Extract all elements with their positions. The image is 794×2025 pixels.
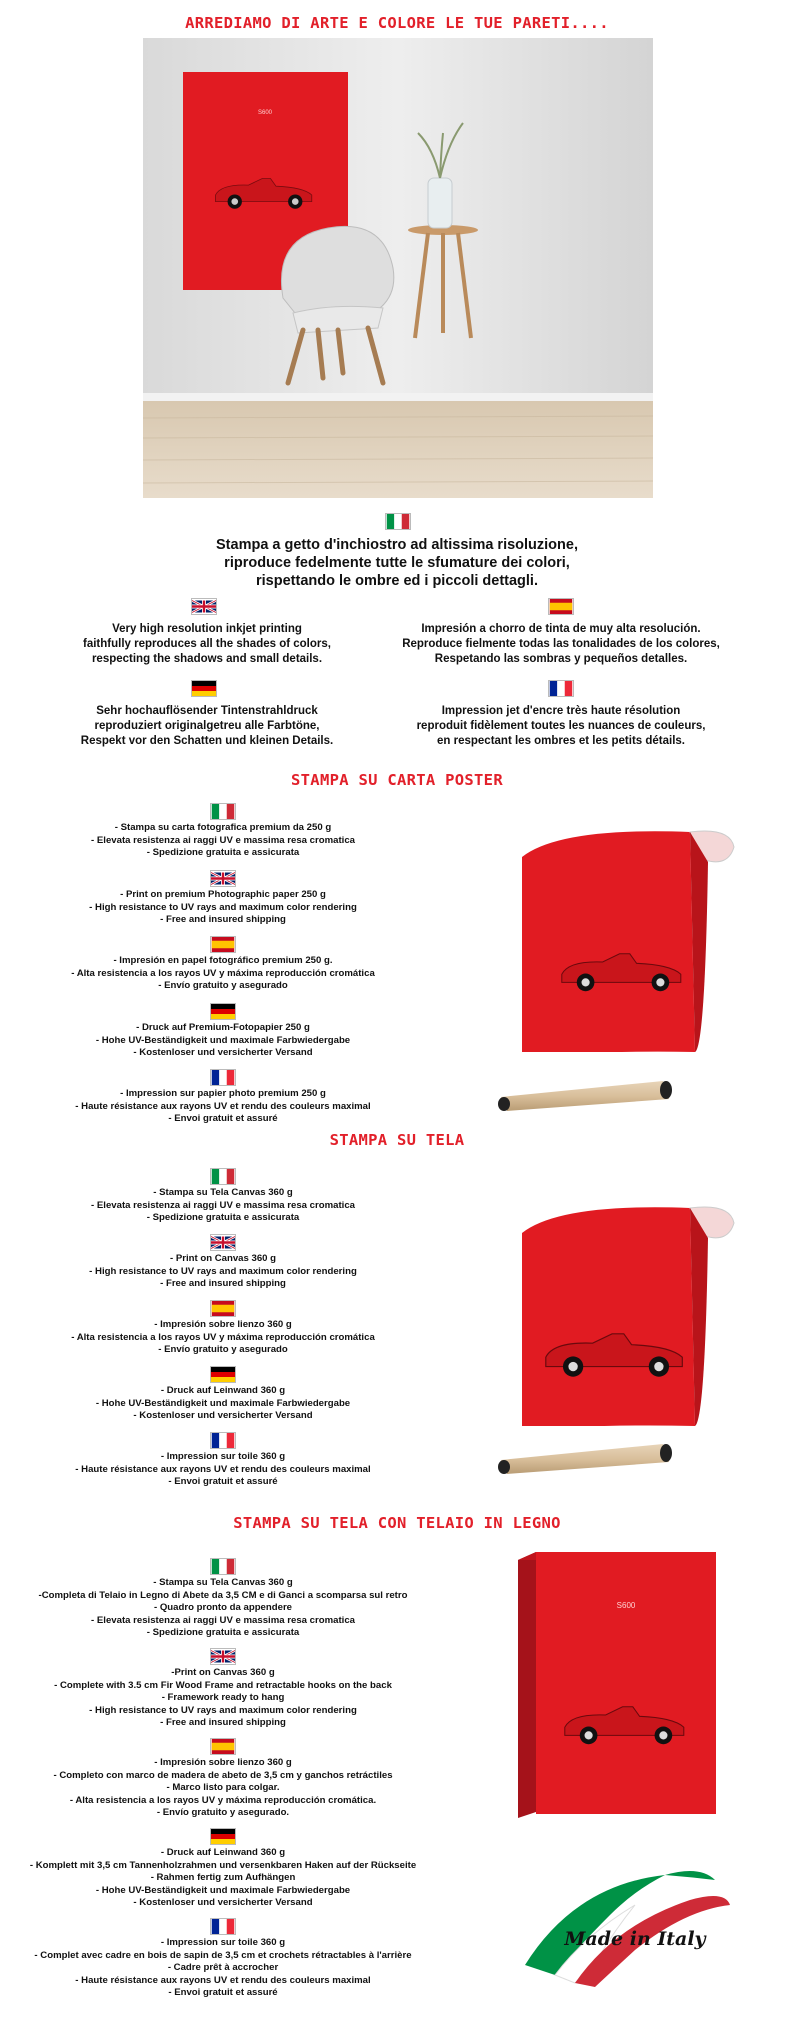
uk-flag-icon (210, 1648, 236, 1665)
intro-en: Very high resolution inkjet printing faithfully reproduces all the shades of colors, respecting the shadows and small details. (83, 623, 331, 665)
germany-flag-icon (191, 680, 217, 697)
section-heading-poster: STAMPA SU CARTA POSTER (291, 771, 503, 789)
intro-de: Sehr hochauflösender Tintenstrahldruck reproduziert originalgetreu alle Farbtöne, Respekt vor den Schatten und kleinen Details. (80, 705, 334, 747)
uk-flag-icon (210, 1234, 236, 1251)
uk-flag-icon (210, 870, 236, 887)
framed-spec-es: - Impresión sobre lienzo 360 g - Completo con marco de madera de abeto de 3,5 cm y ganchos retráctiles - Marco listo para colgar. - Alta resistencia a los rayos UV y máxima reproducción cromática. - Envío gratuito y asegurado. (53, 1757, 393, 1818)
canvas-spec-en: - Print on Canvas 360 g - High resistance to UV rays and maximum color rendering - Free and insured shipping (89, 1253, 357, 1289)
section-heading-canvas: STAMPA SU TELA (329, 1131, 465, 1149)
framed-model-label: S600 (616, 1601, 636, 1610)
framed-spec-fr: - Impression sur toile 360 g - Complet avec cadre en bois de sapin de 3,5 cm et crochets rétractables à l'arrière - Cadre prêt à accrocher - Haute résistance aux rayons UV et rendu des couleurs maximal - Envoi gratuit et assuré (34, 1937, 412, 1998)
framed-spec-de: - Druck auf Leinwand 360 g - Komplett mit 3,5 cm Tannenholzrahmen und versenkbaren Haken auf der Rückseite - Rahmen fertig zum Aufhängen - Hohe UV-Beständigkeit und maximale Farbwiedergabe - Kostenloser und versicherter Versand (29, 1847, 417, 1908)
framed-spec-it: - Stampa su Tela Canvas 360 g -Completa di Telaio in Legno di Abete da 3,5 CM e di Ganci a scomparsa sul retro - Quadro pronto da appendere - Elevata resistenza ai raggi UV e massima resa cromatica - Spedizione gratuita e assicurata (38, 1577, 408, 1638)
poster-spec-en: - Print on premium Photographic paper 250 g - High resistance to UV rays and maximum color rendering - Free and insured shipping (89, 889, 357, 925)
poster-spec-es: - Impresión en papel fotográfico premium 250 g. - Alta resistencia a los rayos UV y máxima reproducción cromática - Envío gratuito y asegurado (71, 955, 375, 991)
spain-flag-icon (210, 1738, 236, 1755)
framed-canvas-image (510, 1550, 725, 1820)
poster-spec-it: - Stampa su carta fotografica premium da 250 g - Elevata resistenza ai raggi UV e massima resa cromatica - Spedizione gratuita e assicurata (91, 822, 355, 858)
spain-flag-icon (210, 1300, 236, 1317)
page-title: ARREDIAMO DI ARTE E COLORE LE TUE PARETI.... (185, 14, 609, 32)
germany-flag-icon (210, 1003, 236, 1020)
made-in-italy-badge (515, 1855, 735, 1990)
canvas-tube-image (493, 1438, 678, 1474)
rolled-poster-image (520, 822, 735, 1052)
italy-flag-icon (210, 803, 236, 820)
intro-fr: Impression jet d'encre très haute résolution reproduit fidèlement toutes les nuances de couleurs, en respectant les ombres et les petits détails. (416, 705, 706, 747)
italy-flag-icon (210, 1558, 236, 1575)
italy-flag-icon (385, 513, 411, 530)
france-flag-icon (210, 1069, 236, 1086)
germany-flag-icon (210, 1828, 236, 1845)
italy-flag-icon (210, 1168, 236, 1185)
poster-spec-de: - Druck auf Premium-Fotopapier 250 g - Hohe UV-Beständigkeit und maximale Farbwiedergabe - Kostenloser und versicherter Versand (95, 1022, 351, 1058)
intro-it: Stampa a getto d'inchiostro ad altissima risoluzione, riproduce fedelmente tutte le sfumature dei colori, rispettando le ombre ed i piccoli dettagli. (216, 537, 578, 589)
canvas-spec-de: - Druck auf Leinwand 360 g - Hohe UV-Beständigkeit und maximale Farbwiedergabe - Kostenloser und versicherter Versand (95, 1385, 351, 1421)
canvas-spec-es: - Impresión sobre lienzo 360 g - Alta resistencia a los rayos UV y máxima reproducción cromática - Envío gratuito y asegurado (71, 1319, 375, 1355)
uk-flag-icon (191, 598, 217, 615)
poster-model-label: S600 (257, 110, 273, 116)
rolled-canvas-image (520, 1198, 735, 1426)
france-flag-icon (210, 1918, 236, 1935)
germany-flag-icon (210, 1366, 236, 1383)
section-heading-framed: STAMPA SU TELA CON TELAIO IN LEGNO (233, 1514, 561, 1532)
intro-es: Impresión a chorro de tinta de muy alta resolución. Reproduce fielmente todas las tonalidades de los colores, Respetando las sombras y pequeños detalles. (402, 623, 720, 665)
framed-spec-en: -Print on Canvas 360 g - Complete with 3.5 cm Fir Wood Frame and retractable hooks on the back - Framework ready to hang - High resistance to UV rays and maximum color rendering - Free and insured shipping (54, 1667, 392, 1728)
spain-flag-icon (210, 936, 236, 953)
france-flag-icon (548, 680, 574, 697)
france-flag-icon (210, 1432, 236, 1449)
spain-flag-icon (548, 598, 574, 615)
made-in-italy-text: Made in Italy (564, 1928, 706, 1950)
canvas-spec-it: - Stampa su Tela Canvas 360 g - Elevata resistenza ai raggi UV e massima resa cromatica - Spedizione gratuita e assicurata (91, 1187, 355, 1223)
room-mockup-image (143, 38, 653, 498)
canvas-spec-fr: - Impression sur toile 360 g - Haute résistance aux rayons UV et rendu des couleurs maximal - Envoi gratuit et assuré (75, 1451, 371, 1487)
poster-tube-image (493, 1075, 678, 1111)
poster-spec-fr: - Impression sur papier photo premium 250 g - Haute résistance aux rayons UV et rendu des couleurs maximal - Envoi gratuit et assuré (75, 1088, 371, 1124)
